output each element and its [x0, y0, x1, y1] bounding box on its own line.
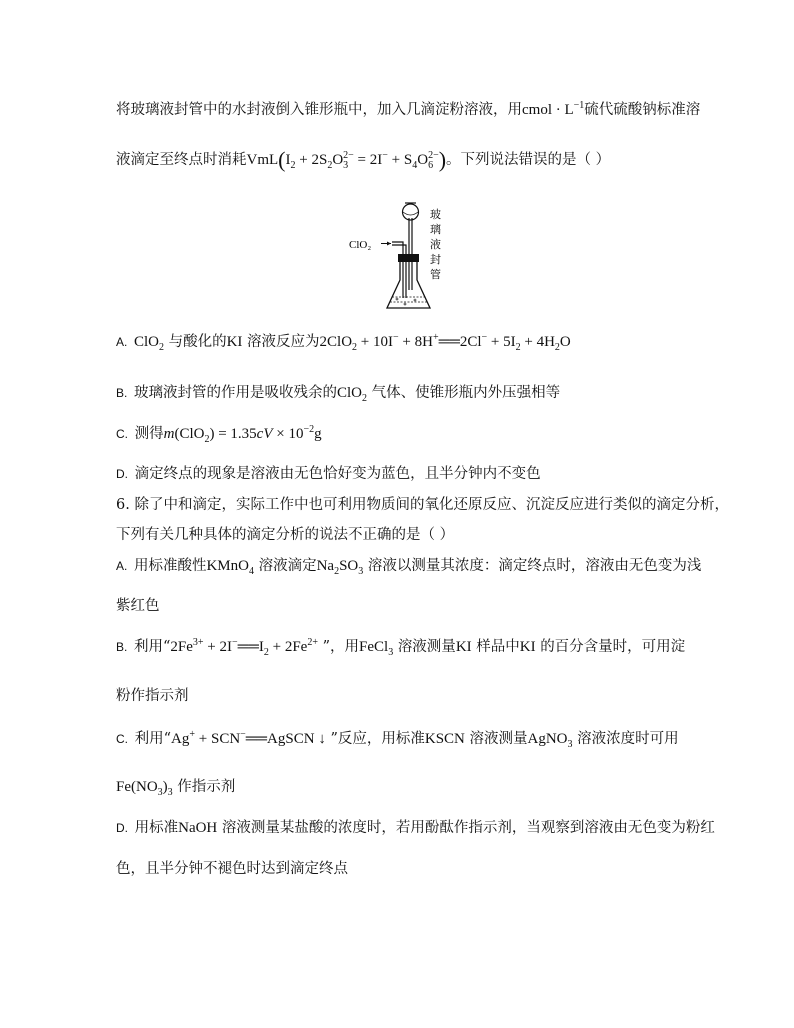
volume-var: VmL — [246, 152, 279, 168]
mass-formula: $m(ClO_2) = 1.35cV \times 10^{-2}g$ — [163, 424, 322, 445]
option-letter: B. — [116, 386, 128, 400]
q6-option-a: A. 用标准酸性KMnO$_4$ 溶液滴定$Na_2SO_3$ 溶液以测量其浓度：滴定终点时，溶液由无色变为浅 — [116, 558, 702, 577]
seal-bulb — [403, 204, 419, 220]
option-letter: D. — [116, 467, 128, 481]
option-letter: B. — [116, 640, 128, 654]
formula-clo2: ClO$_2$ — [133, 334, 164, 353]
q6-stem-2: 下列有关几种具体的滴定分析的说法不正确的是（ ） — [116, 527, 455, 543]
q6-option-d-cont: 色，且半分钟不褪色时达到滴定终点 — [116, 861, 348, 877]
q5-option-d: D. 滴定终点的现象是溶液由无色恰好变为蓝色，且半分钟内不变色 — [116, 466, 541, 482]
intro-text: 液滴定至终点时消耗 — [116, 152, 247, 168]
q6-option-d: D. 用标准NaOH 溶液测量某盐酸的浓度时，若用酚酞作指示剂，当观察到溶液由无色变为粉红 — [116, 820, 715, 836]
option-letter: A. — [116, 559, 128, 573]
option-letter: A. — [116, 335, 128, 349]
clo2-label: ClO₂ — [349, 239, 372, 251]
q6-option-c-cont: $Fe(NO_3)_3$ 作指示剂 — [116, 779, 236, 798]
concentration-unit: cmol · $L^{-1}$ — [522, 100, 585, 118]
q6-option-a-cont: 紫红色 — [116, 598, 160, 614]
reaction-equation: 2ClO$_2$ + 10I− + 8H+══2Cl− + $5I_2 + 4H_2O$ — [319, 332, 571, 353]
question-prompt: 。下列说法错误的是（ ） — [446, 152, 611, 168]
option-letter: C. — [116, 427, 128, 441]
apparatus-figure — [345, 198, 465, 320]
intro-line-1 — [116, 100, 700, 120]
option-letter: D. — [116, 821, 128, 835]
q6-option-c: C. 利用“Ag+ + SCN−══AgSCN ↓ ”反应，用标准KSCN 溶液测量AgNO$_3$ 溶液浓度时可用 — [116, 729, 679, 750]
option-letter: C. — [116, 732, 128, 746]
intro-text: 将玻璃液封管中的水封液倒入锥形瓶中，加入几滴淀粉溶液，用 — [116, 102, 522, 118]
q5-option-b: B. 玻璃液封管的作用是吸收残余的ClO$_2$ 气体、使锥形瓶内外压强相等 — [116, 385, 561, 404]
gas-inlet-tube — [392, 242, 403, 298]
tube-label-2: 璃 — [430, 223, 441, 236]
intro-text: 硫代硫酸钠标准溶 — [584, 102, 701, 118]
q6-option-b: B. 利用“$2Fe^{3+}$ + $2I^-══I_2 + 2Fe^{2+}$ ”，用FeCl$_3$ 溶液测量KI 样品中KI 的百分含量时，可用淀 — [116, 637, 686, 658]
q6-option-b-cont: 粉作指示剂 — [116, 688, 189, 704]
tube-label-1: 玻 — [430, 208, 441, 221]
tube-label-5: 管 — [430, 268, 441, 281]
q6-stem-1: 6. 除了中和滴定，实际工作中也可利用物质间的氧化还原反应、沉淀反应进行类似的滴定分析， — [116, 497, 729, 513]
q5-option-a: A. ClO$_2$ 与酸化的KI 溶液反应为2ClO$_2$ + 10I− + 8H+══2Cl− + $5I_2 + 4H_2O$ — [116, 332, 571, 353]
tube-label-4: 封 — [430, 253, 441, 266]
intro-line-2 — [116, 147, 611, 172]
tube-label-3: 液 — [430, 238, 441, 251]
titration-equation: ($I_2 + 2S_2O$ 2− 3 = $2I^- + S_4O$ 2− 6 ) — [278, 147, 447, 172]
q5-option-c: C. 测得$m(ClO_2) = 1.35cV \times 10^{-2}g$ — [116, 424, 322, 445]
